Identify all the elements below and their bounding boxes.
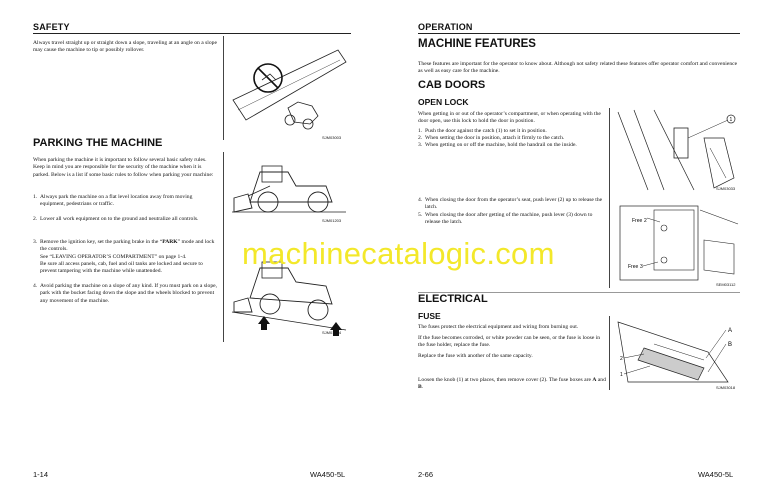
header-rule [33, 33, 351, 34]
margin-rule [609, 108, 610, 288]
list-item: 2. Lower all work equipment on to the ground and neutralize all controls. [33, 216, 199, 222]
heading-cab-doors: CAB DOORS [418, 79, 486, 91]
section-header: OPERATION [418, 22, 473, 32]
svg-text:3: 3 [640, 264, 643, 270]
figure-code: SJM01504 [322, 330, 342, 335]
svg-text:1: 1 [620, 372, 623, 378]
door-catch-illustration [614, 108, 742, 192]
list-item: 1. Push the door against the catch (1) to set it in position. [418, 128, 547, 134]
parked-loader-illustration [230, 152, 348, 228]
fuse-box-instructions: Loosen the knob (1) at two places, then remove cover (2). The fuse boxes are A and B. [418, 377, 606, 391]
fuse-replace-condition: If the fuse becomes corroded, or white powder can be seen, or the fuse is loose in the fuse holder, replace the fuse. [418, 335, 601, 349]
door-lever-illustration [614, 200, 742, 286]
fuse-capacity-note: Replace the fuse with another of the same capacity. [418, 353, 533, 359]
figure-code: SEM03112 [716, 282, 736, 287]
slope-warning-text: Always travel straight up or straight down a slope, traveling at an angle on a slope may cause the machine to tip or possibly rollover. [33, 40, 217, 54]
fuse-box-illustration [614, 318, 742, 388]
open-lock-text: When getting in or out of the operator’s compartment, or when operating with the door open, use this lock to hold the door in position. [418, 111, 601, 125]
svg-text:Free: Free [628, 264, 639, 270]
heading-parking: PARKING THE MACHINE [33, 137, 163, 149]
watermark-text: machinecatalogic.com [242, 236, 555, 271]
list-item: 1. Always park the machine on a flat level location away from moving equipment, pedestrians or traffic. [33, 194, 193, 208]
list-item: 2. When setting the door in position, attach it firmly to the catch. [418, 135, 565, 141]
footer-model: WA450-5L [698, 470, 734, 479]
svg-text:2: 2 [620, 356, 623, 362]
parking-intro: When parking the machine it is important to follow several basic safety rules. Keep in mind you are responsible for the security of the machine when it is parked. Below is a list if some basic rules to follow when parking your machine: [33, 157, 214, 178]
features-intro: These features are important for the operator to know about. Although not safety related these features offer operator comfort and convenience as well as easy care for the machine. [418, 61, 738, 75]
fuse-text: The fuses protect the electrical equipment and wiring from burning out. [418, 324, 579, 330]
heading-electrical: ELECTRICAL [418, 293, 488, 305]
margin-rule [223, 152, 224, 342]
figure-code: SJM03003 [322, 135, 342, 140]
svg-text:A: A [728, 328, 733, 334]
list-item: 4. Avoid parking the machine on a slope of any kind. If you must park on a slope, park with the bucket facing down the slope and the wheels blocked to prevent any movement of the machine. [33, 283, 217, 304]
list-item: 5. When closing the door after getting of the machine, push lever (3) down to release the latch. [418, 212, 593, 226]
list-item: 4. When closing the door from the operator’s seat, push lever (2) up to release the latch. [418, 197, 603, 211]
header-rule [418, 33, 740, 34]
margin-rule [609, 316, 610, 390]
svg-text:Free: Free [632, 218, 643, 224]
svg-text:1: 1 [729, 117, 733, 123]
page-title: MACHINE FEATURES [418, 38, 536, 50]
figure-code: SJM03033 [716, 186, 736, 191]
figure-code: SJM01203 [322, 218, 342, 223]
svg-text:2: 2 [644, 218, 647, 224]
footer-model: WA450-5L [310, 470, 346, 479]
list-item: 3. When getting on or off the machine, hold the handrail on the inside. [418, 142, 577, 148]
slope-travel-illustration [228, 40, 348, 134]
subheading-fuse: FUSE [418, 311, 441, 321]
section-header: SAFETY [33, 22, 70, 32]
margin-rule [223, 36, 224, 140]
subheading-open-lock: OPEN LOCK [418, 97, 469, 107]
figure-code: SJM03018 [716, 385, 736, 390]
footer-page-number: 2-66 [418, 470, 434, 479]
svg-text:B: B [728, 342, 733, 348]
list-item: 3. Remove the ignition key, set the parking brake in the “PARK” mode and lock the controls. See “LEAVING OPERATOR’S COMPARTMENT” on page 1-4. Be sure all access panels, cab, fuel and oil tanks are locked and secure to prevent tampering with the machine while unattended. [33, 239, 215, 275]
footer-page-number: 1-14 [33, 470, 49, 479]
